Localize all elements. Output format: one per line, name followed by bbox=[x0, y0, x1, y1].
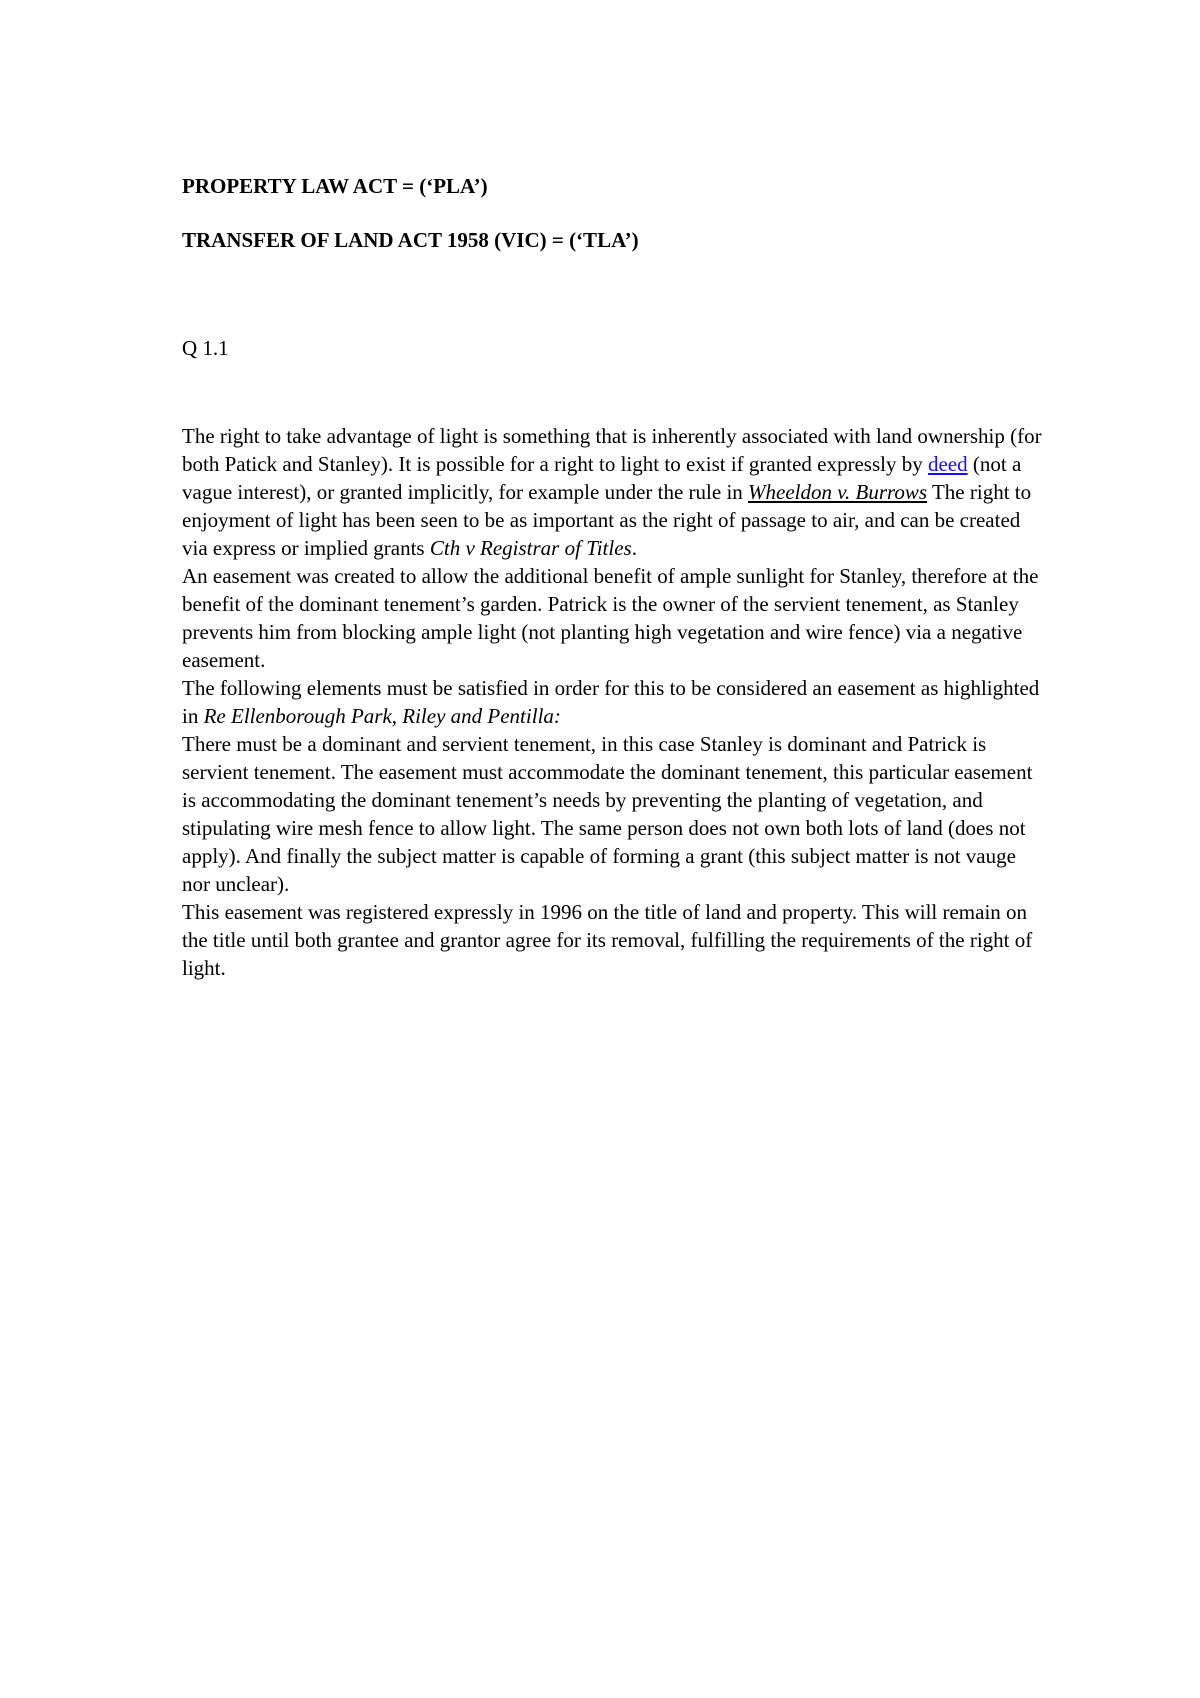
case-wheeldon-v-burrows: Wheeldon v. Burrows bbox=[748, 480, 928, 504]
heading-tla: TRANSFER OF LAND ACT 1958 (VIC) = (‘TLA’) bbox=[182, 228, 639, 252]
case-cth-v-registrar: Cth v Registrar of Titles bbox=[429, 536, 632, 560]
case-re-ellenborough-park: Re Ellenborough Park, Riley and Pentilla: bbox=[203, 704, 561, 728]
paragraph-elements-detail: There must be a dominant and servient tenement, in this case Stanley is dominant and Patrick is servient tenement. The easement must accommodate the dominant tenement, this particular easement is accommodating the dominant tenement’s needs by preventing the planting of vegetation, and stipulating wire mesh fence to allow light. The same person does not own both lots of land (does not apply). And finally the subject matter is capable of forming a grant (this subject matter is not vauge nor unclear). bbox=[182, 732, 1033, 896]
paragraph-elements-intro bbox=[182, 674, 1042, 730]
paragraph-easement-created: An easement was created to allow the additional benefit of ample sunlight for Stanley, therefore at the benefit of the dominant tenement’s garden. Patrick is the owner of the servient tenement, as Stanley prevents him from blocking ample light (not planting high vegetation and wire fence) via a negative easement. bbox=[182, 564, 1039, 672]
question-label: Q 1.1 bbox=[182, 336, 229, 360]
deed-link[interactable]: deed bbox=[927, 452, 968, 476]
para1-text-1: The right to take advantage of light is something that is inherently associated with land ownership (for both Patick and Stanley). It is possible for a right to light to exist if granted expressly by bbox=[182, 424, 1042, 476]
para1-text-4: . bbox=[631, 536, 637, 560]
paragraph-right-to-light bbox=[182, 422, 1042, 562]
para1-text-2: (not a vague interest), or granted implicitly, for example under the rule in bbox=[182, 452, 1022, 504]
para3-text: The following elements must be satisfied in order for this to be considered an easement as highlighted in bbox=[182, 676, 1040, 728]
document-body bbox=[182, 172, 1042, 982]
para1-text-3: The right to enjoyment of light has been seen to be as important as the right of passage to air, and can be created via express or implied grants bbox=[182, 480, 1032, 560]
paragraph-registration: This easement was registered expressly in 1996 on the title of land and property. This will remain on the title until both grantee and grantor agree for its removal, fulfilling the requirements of the right of light. bbox=[182, 900, 1033, 980]
heading-pla: PROPERTY LAW ACT = (‘PLA’) bbox=[182, 174, 488, 198]
